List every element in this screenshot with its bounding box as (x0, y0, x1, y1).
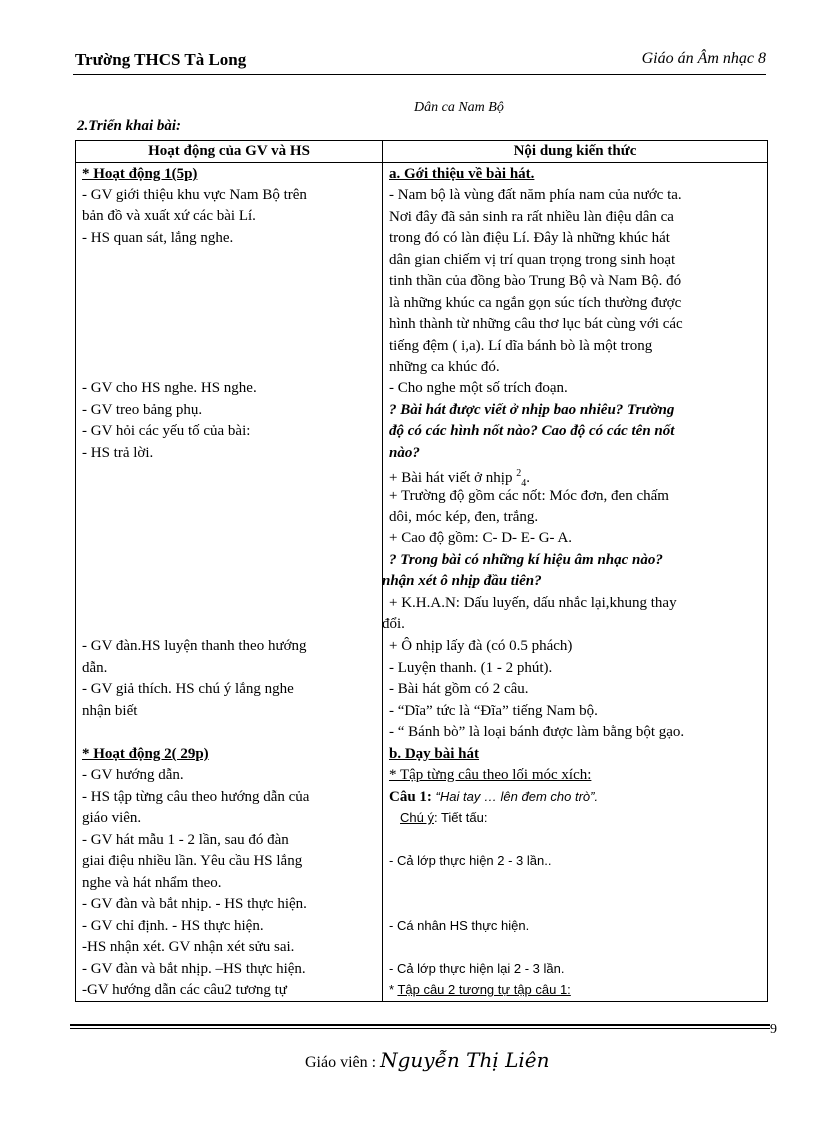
question-1: ? Bài hát được viết ở nhịp bao nhiêu? Trường (389, 402, 675, 418)
left-line: dẫn. (82, 660, 108, 676)
time-signature-bottom: 4 (521, 478, 527, 489)
activity-1-title: * Hoạt động 1(5p) (82, 166, 198, 182)
right-line: + Ô nhịp lấy đà (có 0.5 phách) (389, 638, 573, 654)
footer-rule (70, 1028, 770, 1029)
left-line: - GV giả thích. HS chú ý lắng nghe (82, 681, 294, 697)
cau-2-star: * (389, 982, 398, 997)
left-line: - HS tập từng câu theo hướng dẫn của (82, 789, 310, 805)
right-line: đổi. (382, 616, 405, 632)
song-title: Dân ca Nam Bộ (414, 100, 504, 115)
chu-y-line (400, 808, 487, 828)
cau-2-line (389, 980, 571, 1000)
left-line: - GV treo bảng phụ. (82, 402, 203, 418)
right-line: - Luyện thanh. (1 - 2 phút). (389, 660, 553, 676)
right-line: tiếng đệm ( i,a). Lí dĩa bánh bò là một trong (389, 338, 653, 354)
right-line: tinh thần của đồng bào Trung Bộ và Nam Bộ. đó (389, 273, 682, 289)
left-line: - GV đàn.HS luyện thanh theo hướng (82, 638, 307, 654)
left-line: - HS quan sát, lắng nghe. (82, 230, 234, 246)
right-line: - Cá nhân HS thực hiện. (389, 918, 530, 933)
question-2: nhận xét ô nhịp đầu tiên? (382, 573, 542, 589)
right-line: dân gian chiếm vị trí quan trọng trong sinh hoạt (389, 252, 676, 268)
left-line: - GV hướng dẫn. (82, 767, 184, 783)
right-line: dôi, móc kép, đen, trắng. (389, 509, 539, 525)
chu-y-text: : Tiết tấu: (433, 810, 488, 825)
question-1: nào? (389, 445, 420, 461)
left-line: - GV chỉ định. - HS thực hiện. (82, 918, 264, 934)
left-line: giáo viên. (82, 810, 142, 826)
right-line: + K.H.A.N: Dấu luyến, dấu nhắc lại,khung thay (389, 595, 677, 611)
right-line: + Trường độ gồm các nốt: Móc đơn, đen chấm (389, 488, 669, 504)
cau-2-text: Tập câu 2 tương tự tập câu 1: (397, 982, 571, 997)
col-right-header: Nội dung kiến thức (513, 143, 637, 159)
col-left-header: Hoạt động của GV và HS (148, 143, 310, 159)
teacher-label: Giáo viên : (305, 1054, 381, 1071)
left-line: - GV cho HS nghe. HS nghe. (82, 380, 257, 396)
teacher-signature: Nguyễn Thị Liên (380, 1048, 550, 1072)
page-number: 9 (770, 1022, 777, 1037)
right-line: - “Dĩa” tức là “Đĩa” tiếng Nam bộ. (389, 703, 598, 719)
cau-1-text: “Hai tay … lên đem cho trò”. (431, 789, 599, 804)
right-line: Nơi đây đã sản sinh ra rất nhiều làn điệu dân ca (389, 209, 674, 225)
left-line: -GV hướng dẫn các câu2 tương tự (82, 982, 287, 998)
right-line: là những khúc ca ngắn gọn súc tích thường được (389, 295, 682, 311)
right-line: - Bài hát gồm có 2 câu. (389, 681, 529, 697)
right-line: - Cho nghe một số trích đoạn. (389, 380, 568, 396)
left-line: - GV đàn và bắt nhịp. –HS thực hiện. (82, 961, 306, 977)
chu-y-label: Chú ý (400, 810, 434, 825)
subject-title: Giáo án Âm nhạc 8 (641, 50, 766, 67)
section-title: 2.Triển khai bài: (77, 118, 182, 134)
footer-rule (70, 1024, 770, 1026)
time-signature-end: . (526, 470, 530, 486)
right-line: * Tập từng câu theo lối móc xích: (389, 767, 592, 783)
section-b-title: b. Dạy bài hát (389, 746, 480, 762)
left-line: nghe và hát nhẩm theo. (82, 875, 222, 891)
left-line: -HS nhận xét. GV nhận xét sửu sai. (82, 939, 295, 955)
left-line: - GV hỏi các yếu tố của bài: (82, 423, 251, 439)
right-line: hình thành từ những câu thơ lục bát cùng với các (389, 316, 683, 332)
teacher-line (305, 1048, 550, 1072)
right-line: trong đó có làn điệu Lí. Đây là những khúc hát (389, 230, 670, 246)
left-line: - HS trả lời. (82, 445, 154, 461)
header-divider (76, 162, 767, 163)
question-1: độ có các hình nốt nào? Cao độ có các tên nốt (389, 423, 675, 439)
right-line: - Cả lớp thực hiện 2 - 3 lần.. (389, 853, 552, 868)
time-signature-top: 2 (516, 468, 522, 479)
left-line: nhận biết (82, 703, 138, 719)
question-2: ? Trong bài có những kí hiệu âm nhạc nào? (389, 552, 663, 568)
right-line: - Cả lớp thực hiện lại 2 - 3 lần. (389, 961, 565, 976)
right-line: + Cao độ gồm: C- D- E- G- A. (389, 530, 573, 546)
left-line: giai điệu nhiều lần. Yêu cầu HS lắng (82, 853, 303, 869)
cau-1-line (389, 787, 598, 807)
time-signature-text: + Bài hát viết ở nhịp (389, 470, 517, 486)
right-line: những ca khúc đó. (389, 359, 500, 375)
cau-1-label: Câu 1: (389, 789, 432, 805)
left-line: bản đồ và xuất xứ các bài Lí. (82, 208, 256, 224)
school-name: Trường THCS Tà Long (75, 50, 247, 69)
left-line: - GV giới thiệu khu vực Nam Bộ trên (82, 187, 307, 203)
right-line: - Nam bộ là vùng đất năm phía nam của nước ta. (389, 187, 682, 203)
page-header (73, 50, 766, 74)
left-line: - GV hát mẫu 1 - 2 lần, sau đó đàn (82, 832, 289, 848)
header-rule (73, 74, 766, 75)
left-line: - GV đàn và bắt nhịp. - HS thực hiện. (82, 896, 307, 912)
section-a-title: a. Gới thiệu về bài hát. (389, 166, 535, 182)
right-line: - “ Bánh bò” là loại bánh được làm bằng bột gạo. (389, 724, 685, 740)
activity-2-title: * Hoạt động 2( 29p) (82, 746, 209, 762)
